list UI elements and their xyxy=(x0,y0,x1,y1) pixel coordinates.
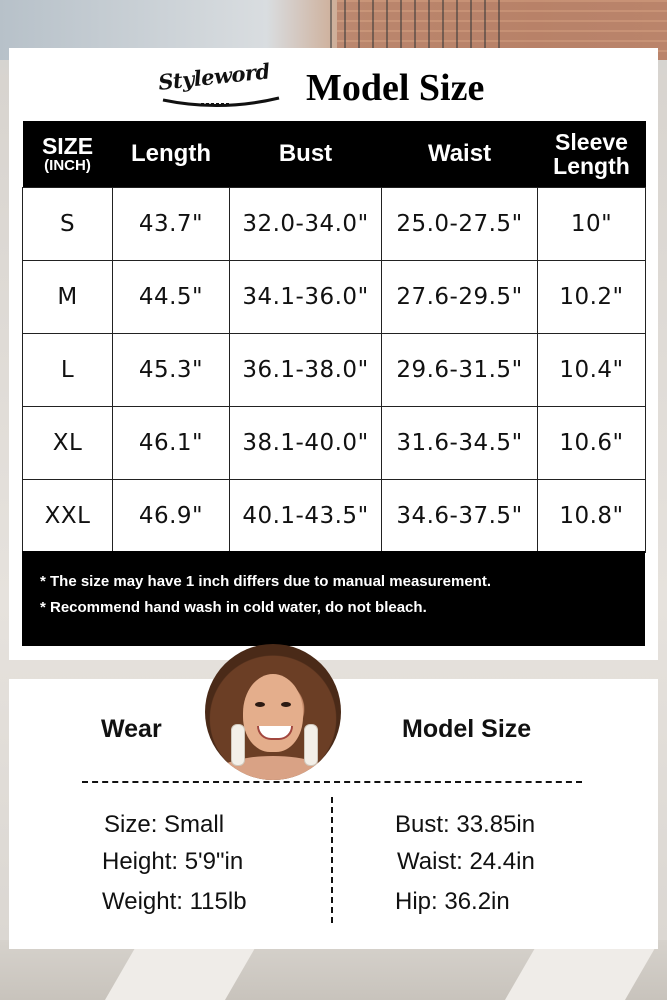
avatar-earring xyxy=(304,724,318,766)
cell-bust: 36.1-38.0" xyxy=(230,334,382,407)
dashed-divider-horizontal xyxy=(82,781,582,783)
header-size xyxy=(23,121,113,188)
model-hip: Hip: 36.2in xyxy=(395,888,510,915)
cell-waist: 31.6-34.5" xyxy=(382,407,538,480)
cell-waist: 25.0-27.5" xyxy=(382,188,538,261)
cell-waist: 29.6-31.5" xyxy=(382,334,538,407)
note-measurement: * The size may have 1 inch differs due to manual measurement. xyxy=(40,573,491,590)
cell-length: 43.7" xyxy=(113,188,230,261)
cell-size: M xyxy=(23,261,113,334)
background-railing xyxy=(330,0,510,55)
wear-height: Height: 5'9"in xyxy=(102,848,244,875)
cell-size: XXL xyxy=(23,480,113,553)
cell-length: 44.5" xyxy=(113,261,230,334)
cell-size: XL xyxy=(23,407,113,480)
logo-swoosh-icon xyxy=(161,94,281,110)
header-size-unit: (INCH) xyxy=(44,157,91,175)
page-title: Model Size xyxy=(306,67,485,109)
header-sleeve-sub: Length xyxy=(553,153,630,179)
model-size-heading: Model Size xyxy=(402,715,532,743)
note-washing: * Recommend hand wash in cold water, do not bleach. xyxy=(40,599,427,616)
table-row xyxy=(23,261,646,334)
cell-sleeve: 10" xyxy=(538,188,646,261)
cell-bust: 32.0-34.0" xyxy=(230,188,382,261)
wear-heading: Wear xyxy=(101,715,162,743)
table-header-row xyxy=(23,121,646,188)
cell-sleeve: 10.8" xyxy=(538,480,646,553)
model-bust: Bust: 33.85in xyxy=(395,811,536,838)
dashed-divider-vertical xyxy=(331,797,333,923)
cell-size: L xyxy=(23,334,113,407)
avatar-face xyxy=(243,674,303,752)
model-waist: Waist: 24.4in xyxy=(397,848,535,875)
wear-weight: Weight: 115lb xyxy=(102,888,247,915)
table-row xyxy=(23,407,646,480)
brand-logo-text: Styleword xyxy=(157,58,271,95)
wear-size: Size: Small xyxy=(104,811,225,838)
header-waist: Waist xyxy=(382,121,538,188)
cell-size: S xyxy=(23,188,113,261)
table-row xyxy=(23,188,646,261)
avatar-earring xyxy=(231,724,245,766)
cell-waist: 34.6-37.5" xyxy=(382,480,538,553)
size-chart-header xyxy=(9,48,658,122)
header-sleeve-length xyxy=(538,121,646,188)
cell-waist: 27.6-29.5" xyxy=(382,261,538,334)
cell-length: 46.9" xyxy=(113,480,230,553)
table-row xyxy=(23,334,646,407)
avatar-eye xyxy=(281,702,291,707)
model-avatar xyxy=(205,644,341,780)
cell-sleeve: 10.4" xyxy=(538,334,646,407)
header-bust: Bust xyxy=(230,121,382,188)
table-row xyxy=(23,480,646,553)
cell-bust: 40.1-43.5" xyxy=(230,480,382,553)
brand-logo xyxy=(157,58,287,110)
cell-sleeve: 10.6" xyxy=(538,407,646,480)
header-size-label: SIZE xyxy=(41,133,94,160)
care-notes xyxy=(22,551,645,646)
cell-bust: 34.1-36.0" xyxy=(230,261,382,334)
cell-bust: 38.1-40.0" xyxy=(230,407,382,480)
size-table xyxy=(22,121,646,553)
cell-sleeve: 10.2" xyxy=(538,261,646,334)
cell-length: 45.3" xyxy=(113,334,230,407)
header-sleeve-label: Sleeve xyxy=(555,128,628,155)
header-length: Length xyxy=(113,121,230,188)
avatar-eye xyxy=(255,702,265,707)
cell-length: 46.1" xyxy=(113,407,230,480)
